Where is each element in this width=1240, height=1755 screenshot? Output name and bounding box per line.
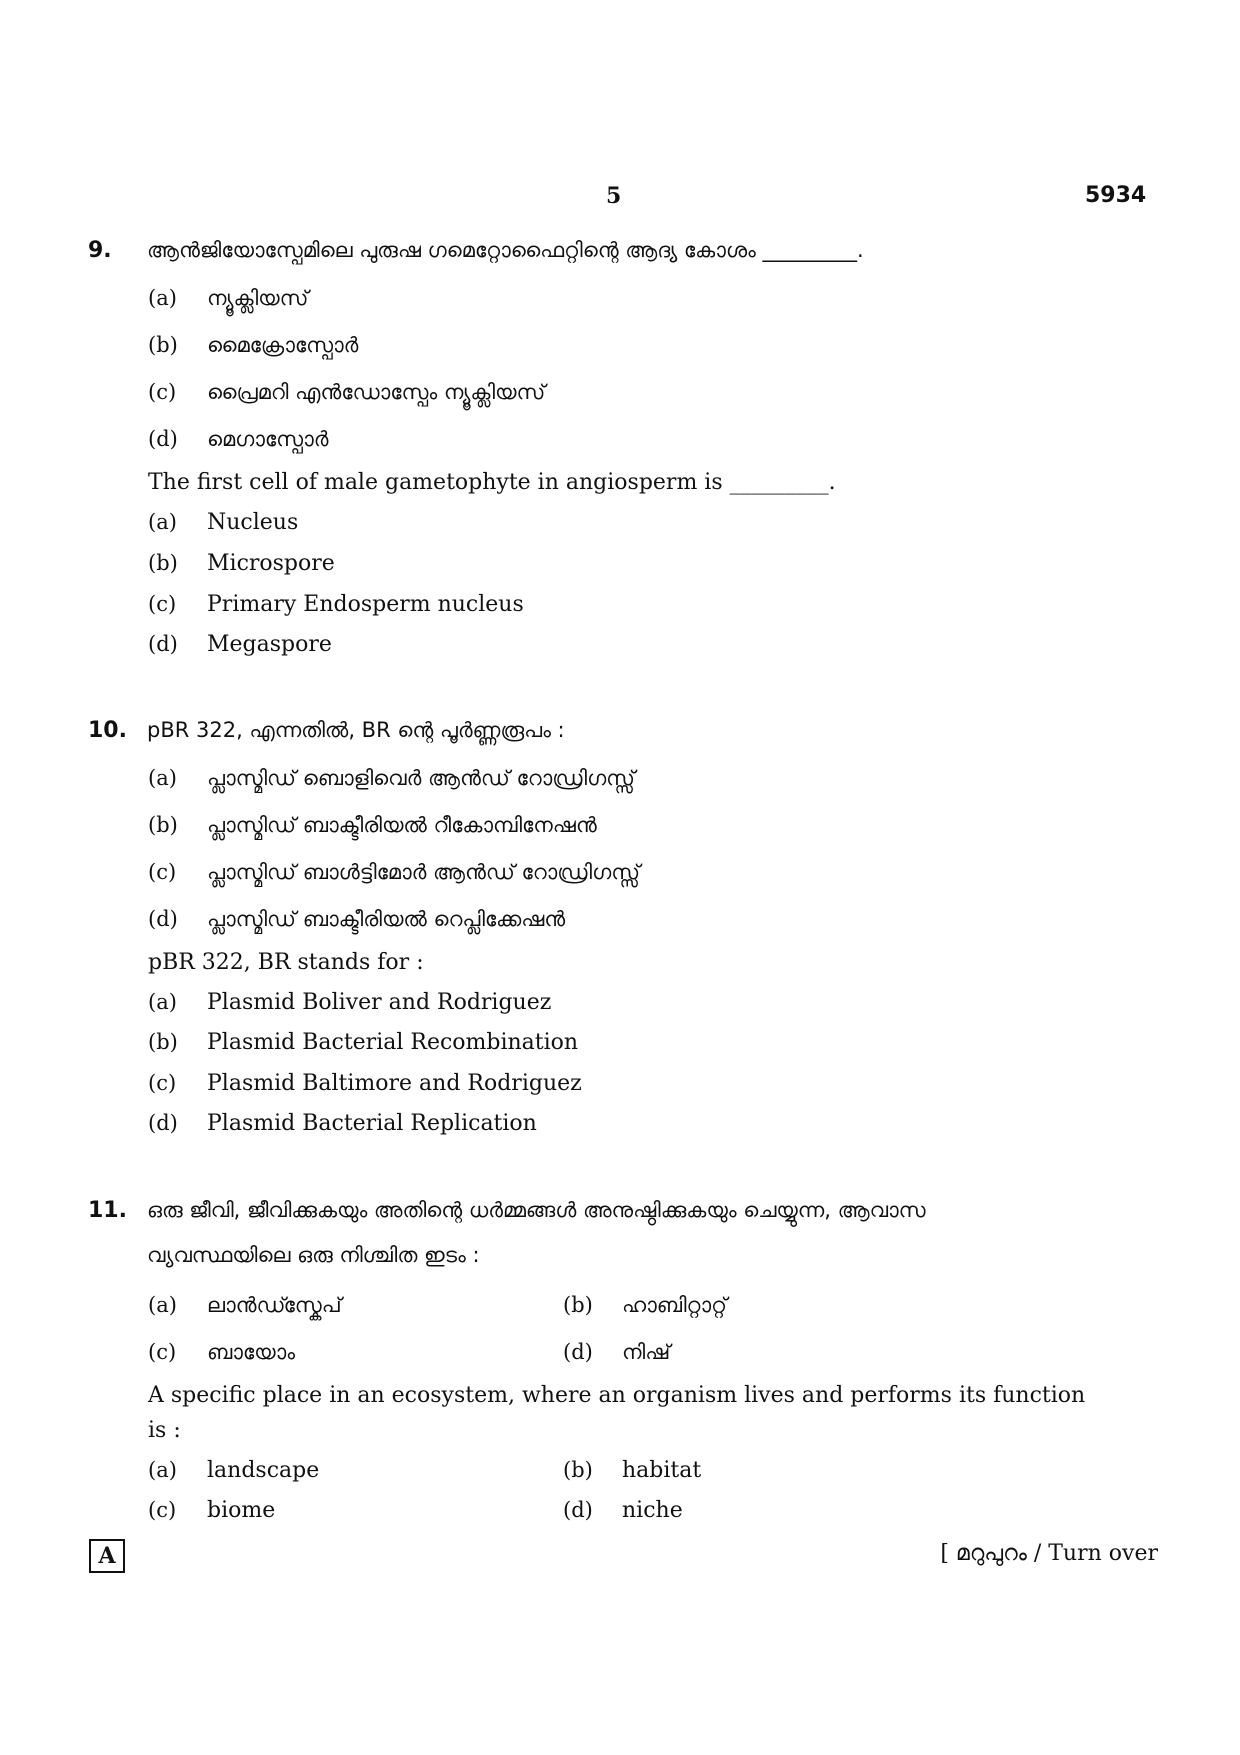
option-text-en: Plasmid Boliver and Rodriguez [207,990,552,1015]
option-letter: (d) [148,907,178,931]
option-text-en: landscape [207,1458,320,1483]
option-letter: (d) [563,1340,593,1364]
option-letter: (c) [148,380,177,404]
question-number: 9. [88,238,112,263]
option-letter: (b) [563,1293,593,1317]
option-text-en: Plasmid Baltimore and Rodriguez [207,1071,582,1096]
question-stem-ml: ഒരു ജീവി, ജീവിക്കുകയും അതിന്റെ ധർമ്മങ്ങൾ അനുഷ്ഠിക്കുകയും ചെയ്യുന്ന, ആവാസ [147,1198,926,1222]
option-text-en: Megaspore [207,632,332,657]
option-text-en: Microspore [207,551,335,576]
option-text-ml: പ്ലാസ്മിഡ് ബാൾട്ടിമോർ ആൻഡ് റോഡ്രിഗസ്സ് [207,860,641,884]
option-text-en: Plasmid Bacterial Recombination [207,1030,579,1055]
series-box [89,1539,125,1573]
option-text-ml: പ്ലാസ്മിഡ് ബാക്ടീരിയൽ റീകോമ്പിനേഷൻ [207,813,597,837]
option-letter: (b) [148,813,178,837]
option-letter: (c) [148,592,177,616]
option-letter: (a) [148,766,177,790]
option-text-ml: ലാൻഡ്സ്കേപ് [207,1293,342,1317]
option-letter: (d) [148,632,178,656]
option-letter: (a) [148,286,177,310]
option-letter: (c) [148,1071,177,1095]
option-text-en: Plasmid Bacterial Replication [207,1111,537,1136]
question-stem-en: The first cell of male gametophyte in angiosperm is _________. [148,470,836,495]
option-letter: (a) [148,1293,177,1317]
series-letter: A [98,1543,116,1569]
option-letter: (c) [148,1340,177,1364]
option-letter: (a) [148,990,177,1014]
option-text-en: niche [622,1498,683,1523]
option-text-ml: ബായോം [207,1340,296,1364]
option-text-ml: മെഗാസ്പോർ [207,427,329,451]
option-text-ml: നിഷ് [622,1340,671,1364]
option-text-en: habitat [622,1458,702,1483]
option-text-ml: പ്രൈമറി എൻഡോസ്പേം ന്യൂക്ലിയസ് [207,380,546,404]
question-stem-ml: pBR 322, എന്നതിൽ, BR ന്റെ പൂർണ്ണരൂപം : [147,718,565,742]
page-number: 5 [606,183,622,209]
option-text-ml: പ്ലാസ്മിഡ് ബൊളിവെർ ആൻഡ് റോഡ്രിഗസ്സ് [207,766,635,790]
turn-over-note: [ മറുപുറം / Turn over [940,1541,1158,1566]
option-letter: (a) [148,1458,177,1482]
question-paper-code: 5934 [1085,183,1147,208]
question-number: 10. [88,718,127,743]
option-text-ml: പ്ലാസ്മിഡ് ബാക്ടീരിയൽ റെപ്ലിക്കേഷൻ [207,907,566,931]
option-letter: (c) [148,860,177,884]
option-letter: (d) [148,427,178,451]
option-text-ml: ഹാബിറ്റാറ്റ് [622,1293,728,1317]
question-stem-en: A specific place in an ecosystem, where an organism lives and performs its function [148,1383,1086,1408]
option-text-ml: ന്യൂക്ലിയസ് [207,286,309,310]
option-letter: (b) [148,333,178,357]
option-text-en: biome [207,1498,276,1523]
option-letter: (b) [148,551,178,575]
option-letter: (d) [148,1111,178,1135]
option-letter: (c) [148,1498,177,1522]
option-letter: (b) [563,1458,593,1482]
option-text-en: Primary Endosperm nucleus [207,592,524,617]
question-stem-ml: ആൻജിയോസ്പേമിലെ പുരുഷ ഗമെറ്റോഫൈറ്റിന്റെ ആദ്യ കോശം _________. [147,238,864,262]
question-stem-en-continued: is : [148,1418,181,1443]
question-stem-ml-continued: വ്യവസ്ഥയിലെ ഒരു നിശ്ചിത ഇടം : [147,1243,480,1267]
option-letter: (a) [148,510,177,534]
option-letter: (d) [563,1498,593,1522]
option-letter: (b) [148,1030,178,1054]
option-text-ml: മൈക്രോസ്പോർ [207,333,359,357]
option-text-en: Nucleus [207,510,299,535]
question-number: 11. [88,1198,127,1223]
question-stem-en: pBR 322, BR stands for : [148,950,424,975]
